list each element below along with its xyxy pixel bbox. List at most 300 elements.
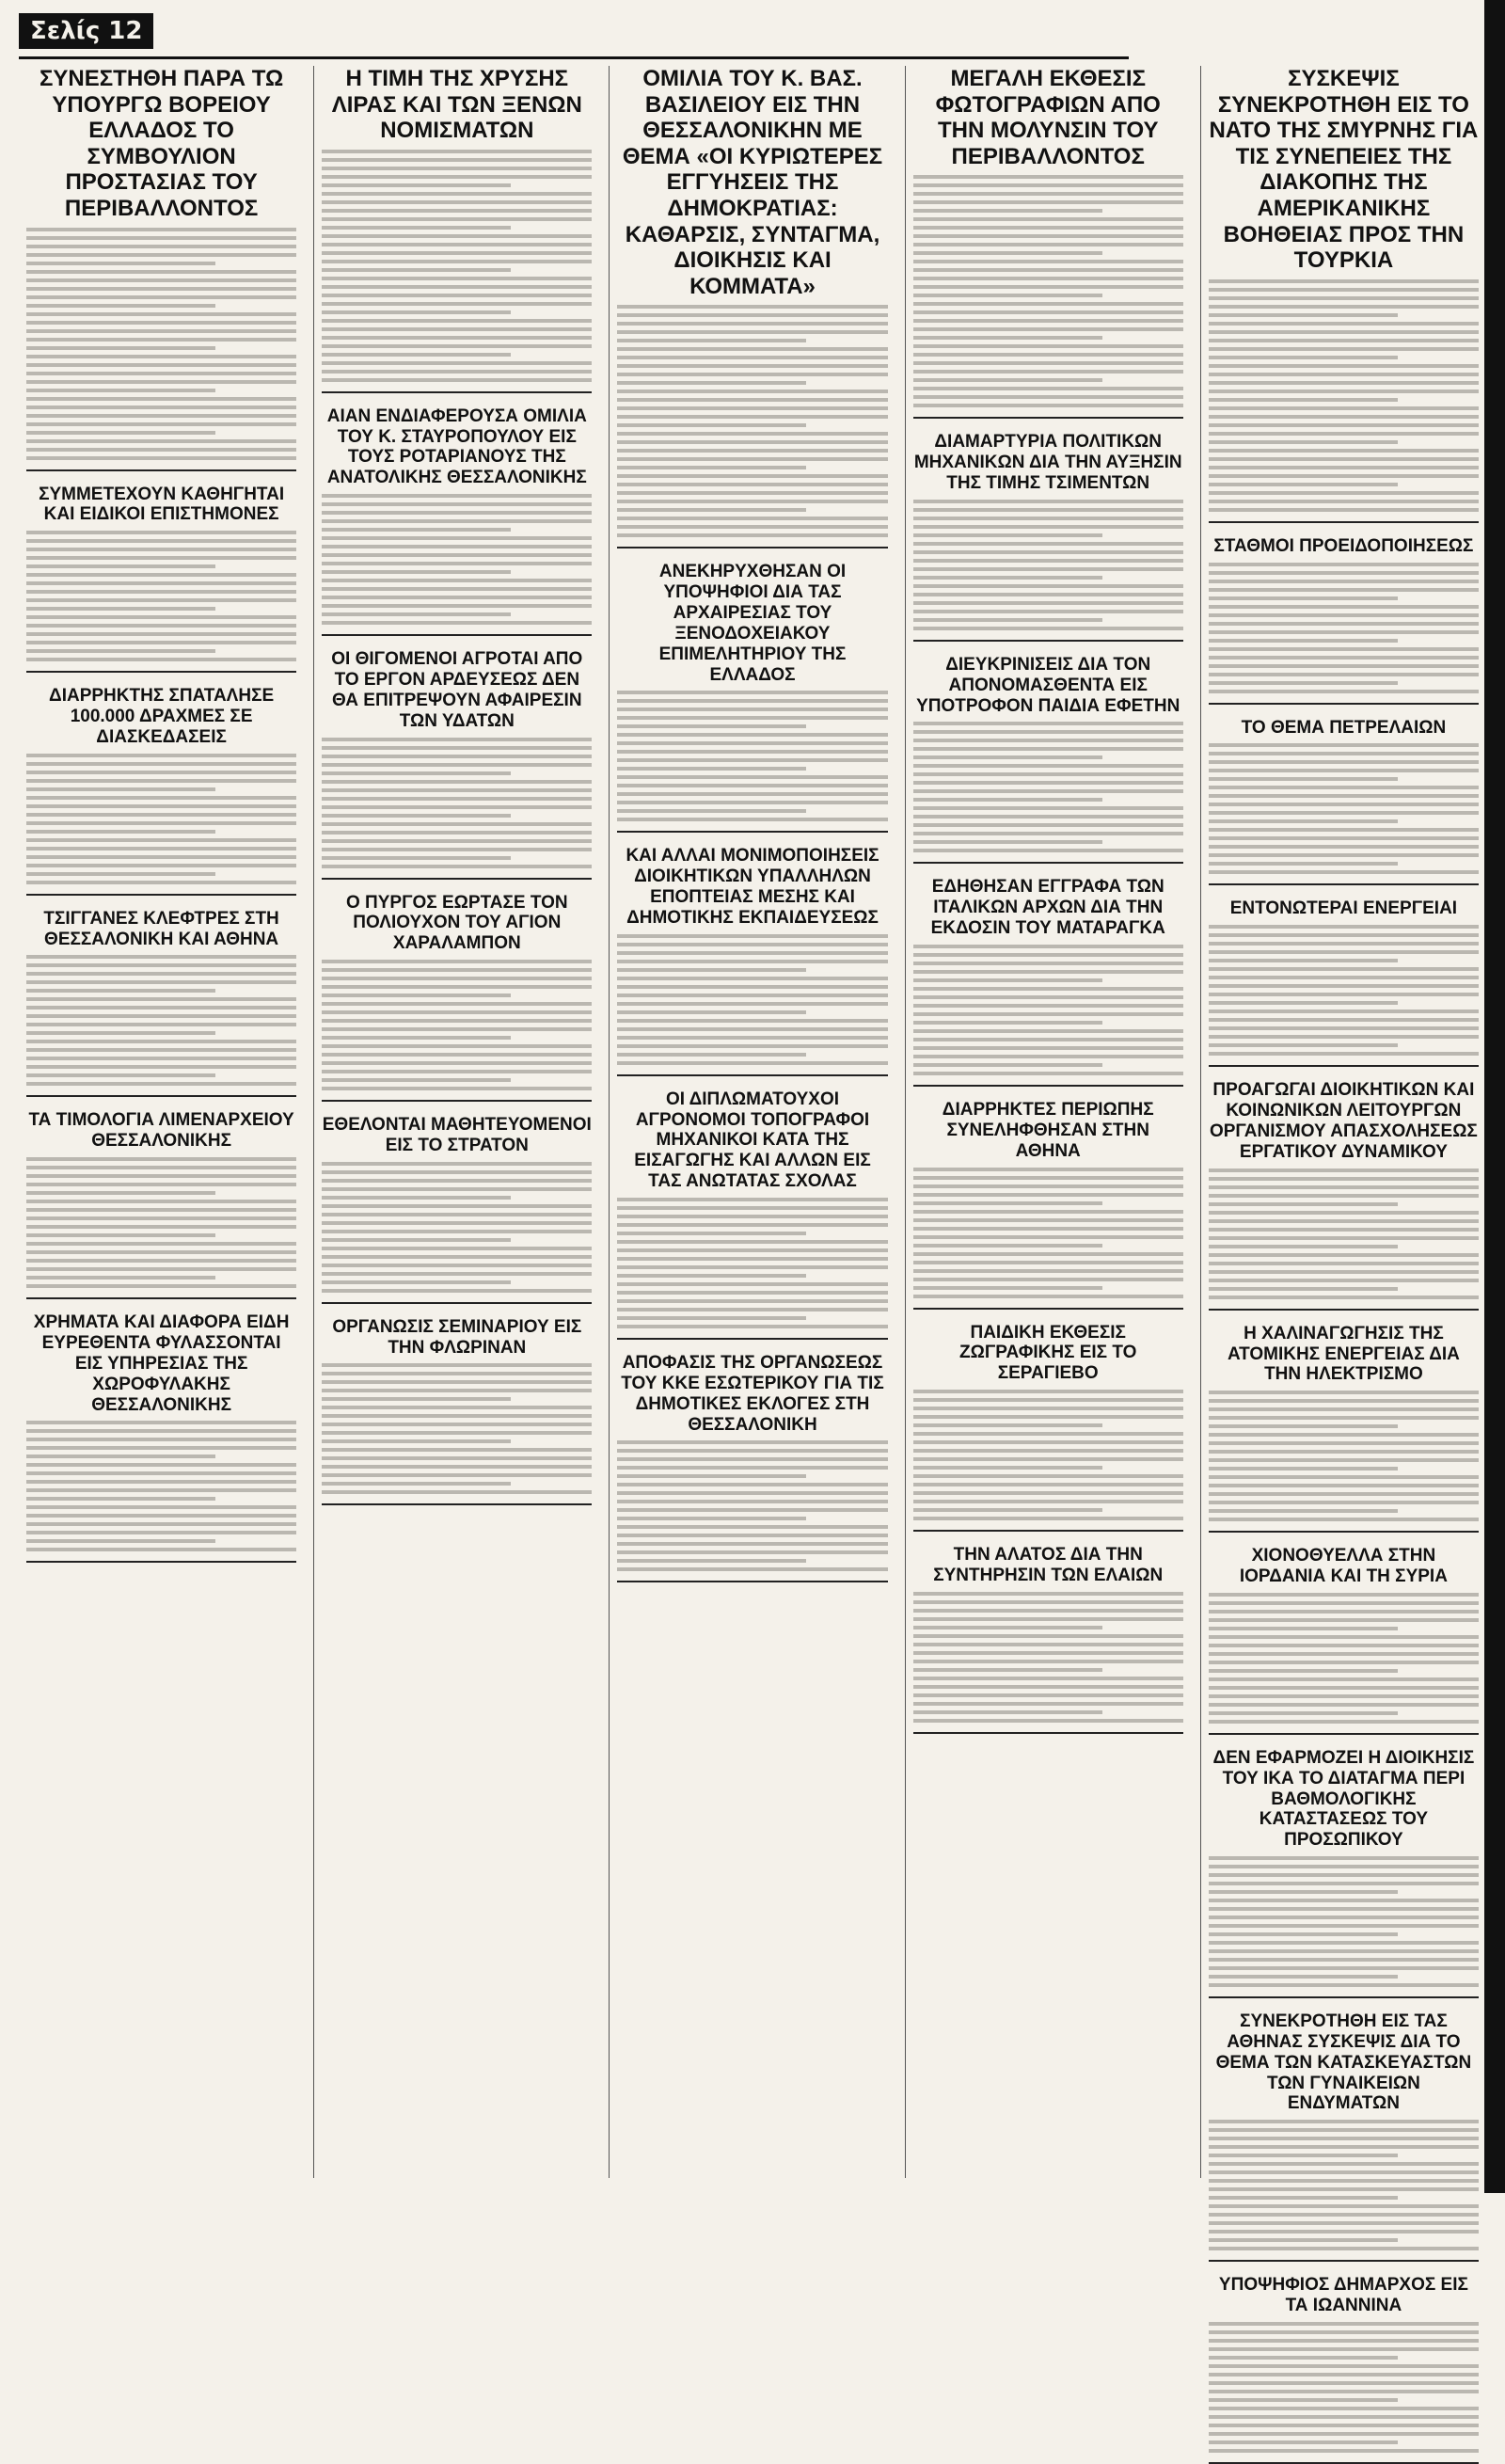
text-line xyxy=(322,1221,592,1225)
text-line xyxy=(617,1019,887,1023)
text-line xyxy=(1209,1245,1398,1248)
text-line xyxy=(26,1225,296,1229)
text-line xyxy=(26,632,296,636)
article-body-placeholder xyxy=(913,500,1183,630)
text-line xyxy=(322,587,592,591)
text-line xyxy=(1209,474,1479,478)
text-line xyxy=(617,381,806,385)
text-line xyxy=(322,771,511,775)
text-line xyxy=(1209,2247,1479,2250)
text-line xyxy=(26,1216,296,1220)
text-line xyxy=(913,987,1183,991)
text-line xyxy=(322,310,511,314)
text-line xyxy=(1209,2187,1479,2191)
text-line xyxy=(913,1508,1102,1512)
article-headline: ΟΙ ΘΙΓΟΜΕΝΟΙ ΑΓΡΟΤΑΙ ΑΠΟ ΤΟ ΕΡΓΟΝ ΑΡΔΕΥΣΕΩΣ ΔΕΝ ΘΑ ΕΠΙΤΡΕΨΟΥΝ ΑΦΑΙΡΕΣΙΝ ΤΩΝ ΥΔΑΤΩΝ xyxy=(331,649,583,731)
text-line xyxy=(26,590,296,594)
text-line xyxy=(617,1508,887,1512)
text-line xyxy=(26,573,296,577)
text-line xyxy=(617,1525,887,1529)
text-line xyxy=(913,1407,1183,1410)
text-line xyxy=(322,1423,592,1426)
text-line xyxy=(913,327,1183,331)
text-line xyxy=(1209,1399,1479,1403)
text-line xyxy=(617,1500,887,1503)
text-line xyxy=(1209,803,1479,806)
text-line xyxy=(913,849,1183,852)
text-line xyxy=(26,754,296,757)
columns-container xyxy=(19,66,1486,2316)
text-line xyxy=(26,355,296,358)
text-line xyxy=(617,483,887,486)
text-line xyxy=(617,525,887,529)
text-line xyxy=(1209,1873,1479,1877)
text-line xyxy=(913,1685,1183,1689)
article-headline: ΣΥΝΕΚΡΟΤΗΘΗ ΕΙΣ ΤΑΣ ΑΘΗΝΑΣ ΣΥΣΚΕΨΙΣ ΔΙΑ ΤΟ ΘΕΜΑ ΤΩΝ ΚΑΤΑΣΚΕΥΑΣΤΩΝ ΤΩΝ ΓΥΝΑΙΚΕΙΩΝ ΕΝΔΥΜΑΤΩΝ xyxy=(1215,2011,1472,2114)
text-line xyxy=(26,804,296,808)
text-line xyxy=(617,1198,887,1201)
text-line xyxy=(1209,1228,1479,1232)
text-line xyxy=(1209,959,1398,962)
text-line xyxy=(1209,381,1479,385)
text-line xyxy=(1209,622,1479,626)
text-line xyxy=(617,1061,887,1065)
column-3 xyxy=(609,66,895,2178)
text-line xyxy=(617,1223,887,1227)
article-headline: ΔΙΕΥΚΡΙΝΙΣΕΙΣ ΔΙΑ ΤΟΝ ΑΠΟΝΟΜΑΣΘΕΝΤΑ ΕΙΣ ΥΠΟΤΡΟΦΟΝ ΠΑΙΔΙΑ ΕΦΕΤΗΝ xyxy=(916,654,1180,716)
text-line xyxy=(26,1157,296,1161)
text-line xyxy=(617,1265,887,1269)
text-line xyxy=(913,1286,1102,1290)
text-line xyxy=(913,550,1183,554)
text-line xyxy=(617,1274,806,1278)
text-line xyxy=(1209,1052,1479,1056)
text-line xyxy=(322,746,592,750)
text-line xyxy=(26,539,296,543)
text-line xyxy=(913,268,1183,272)
article xyxy=(913,655,1183,865)
text-line xyxy=(322,1406,592,1409)
text-line xyxy=(322,814,511,818)
article-body-placeholder xyxy=(322,1162,592,1293)
text-line xyxy=(1209,440,1398,444)
text-line xyxy=(322,755,592,758)
text-line xyxy=(913,1176,1183,1180)
text-line xyxy=(1209,845,1479,849)
article xyxy=(1209,898,1479,1067)
text-line xyxy=(617,1440,887,1444)
text-line xyxy=(26,321,296,325)
text-line xyxy=(1209,976,1479,979)
text-line xyxy=(913,953,1183,957)
text-line xyxy=(322,856,511,860)
text-line xyxy=(913,567,1183,571)
text-line xyxy=(1209,967,1479,971)
text-line xyxy=(322,1280,511,1284)
article-headline: ΔΙΑΜΑΡΤΥΡΙΑ ΠΟΛΙΤΙΚΩΝ ΜΗΧΑΝΙΚΩΝ ΔΙΑ ΤΗΝ ΑΥΞΗΣΙΝ ΤΗΣ ΤΙΜΗΣ ΤΣΙΜΕΝΤΩΝ xyxy=(913,432,1182,494)
text-line xyxy=(1209,330,1479,334)
text-line xyxy=(322,1027,592,1031)
text-line xyxy=(1209,2120,1479,2123)
text-line xyxy=(26,1522,296,1526)
text-line xyxy=(26,872,215,876)
text-line xyxy=(26,1531,296,1534)
article-headline: ΠΑΙΔΙΚΗ ΕΚΘΕΣΙΣ ΖΩΓΡΑΦΙΚΗΣ ΕΙΣ ΤΟ ΣΕΡΑΓΙΕΒΟ xyxy=(959,1322,1137,1384)
text-line xyxy=(913,1398,1183,1402)
article-body-placeholder xyxy=(913,175,1183,407)
article xyxy=(617,1089,887,1340)
text-line xyxy=(913,1634,1183,1638)
text-line xyxy=(617,440,887,444)
article-headline: ΤΣΙΓΓΑΝΕΣ ΚΛΕΦΤΡΕΣ ΣΤΗ ΘΕΣΣΑΛΟΝΙΚΗ ΚΑΙ ΑΘΗΝΑ xyxy=(43,908,279,949)
text-line xyxy=(322,1070,592,1073)
text-line xyxy=(913,234,1183,238)
text-line xyxy=(1209,1450,1479,1454)
article-headline: ΑΝΕΚΗΡΥΧΘΗΣΑΝ ΟΙ ΥΠΟΨΗΦΙΟΙ ΔΙΑ ΤΑΣ ΑΡΧΑΙΡΕΣΙΑΣ ΤΟΥ ΞΕΝΟΔΟΧΕΙΑΚΟΥ ΕΠΙΜΕΛΗΤΗΡΙΟΥ ΤΗΣ ΕΛΛΑΔΟΣ xyxy=(658,562,847,685)
article-body-placeholder xyxy=(26,228,296,460)
text-line xyxy=(1209,690,1479,693)
text-line xyxy=(1209,373,1479,376)
text-line xyxy=(322,344,592,348)
text-line xyxy=(913,747,1183,751)
text-line xyxy=(322,1465,592,1469)
text-line xyxy=(322,1061,592,1065)
text-line xyxy=(913,533,1102,537)
article-body-placeholder xyxy=(913,1592,1183,1723)
text-line xyxy=(1209,2196,1398,2200)
text-line xyxy=(617,1491,887,1495)
text-line xyxy=(1209,1391,1479,1394)
article xyxy=(913,877,1183,1087)
text-line xyxy=(1209,1924,1479,1928)
text-line xyxy=(26,1006,296,1009)
text-line xyxy=(26,787,215,791)
article-body-placeholder xyxy=(913,1168,1183,1298)
text-line xyxy=(1209,1601,1479,1605)
text-line xyxy=(1209,1509,1398,1513)
text-line xyxy=(913,387,1183,390)
text-line xyxy=(1209,1661,1479,1664)
text-line xyxy=(617,809,806,813)
text-line xyxy=(322,1238,511,1242)
text-line xyxy=(617,994,887,997)
text-line xyxy=(26,762,296,766)
text-line xyxy=(26,448,296,452)
text-line xyxy=(913,1500,1183,1503)
text-line xyxy=(617,1206,887,1210)
text-line xyxy=(913,243,1183,246)
text-line xyxy=(322,1372,592,1375)
text-line xyxy=(1209,925,1479,929)
text-line xyxy=(1209,1618,1479,1622)
article xyxy=(1209,1324,1479,1534)
text-line xyxy=(617,432,887,436)
text-line xyxy=(322,738,592,741)
article-body-placeholder xyxy=(617,1440,887,1571)
text-line xyxy=(1209,2204,1479,2208)
text-line xyxy=(1209,2415,1479,2419)
text-line xyxy=(1209,950,1479,954)
article-body-placeholder xyxy=(1209,2322,1479,2453)
text-line xyxy=(1209,2356,1398,2360)
text-line xyxy=(1209,1009,1479,1013)
text-line xyxy=(26,1183,296,1186)
article-headline: ΣΥΝΕΣΤΗΘΗ ΠΑΡΑ ΤΩ ΥΠΟΥΡΓΩ ΒΟΡΕΙΟΥ ΕΛΛΑΔΟΣ ΤΟ ΣΥΜΒΟΥΛΙΟΝ ΠΡΟΣΤΑΣΙΑΣ ΤΟΥ ΠΕΡΙΒΑΛΛΟΝΤΟΣ xyxy=(40,66,284,221)
text-line xyxy=(1209,2238,1398,2242)
text-line xyxy=(617,1466,887,1470)
text-line xyxy=(617,533,887,537)
text-line xyxy=(1209,1932,1398,1936)
text-line xyxy=(913,1677,1183,1680)
text-line xyxy=(913,1719,1183,1723)
text-line xyxy=(26,405,296,409)
text-line xyxy=(1209,1001,1398,1005)
text-line xyxy=(617,457,887,461)
text-line xyxy=(322,1213,592,1216)
text-line xyxy=(1209,1501,1479,1504)
text-line xyxy=(617,339,806,342)
article xyxy=(26,686,296,896)
text-line xyxy=(26,1014,296,1018)
text-line xyxy=(913,945,1183,948)
text-line xyxy=(322,1078,511,1082)
article-headline: ΣΥΣΚΕΨΙΣ ΣΥΝΕΚΡΟΤΗΘΗ ΕΙΣ ΤΟ ΝΑΤΟ ΤΗΣ ΣΜΥΡΝΗΣ ΓΙΑ ΤΙΣ ΣΥΝΕΠΕΙΕΣ ΤΗΣ ΔΙΑΚΟΠΗΣ ΤΗΣ ΑΜΕΡΙΚΑΝΙΚΗΣ ΒΟΗΘΕΙΑΣ ΠΡΟΣ ΤΗΝ ΤΟΥΡΚΙΑ xyxy=(1209,66,1479,274)
article-headline: ΥΠΟΨΗΦΙΟΣ ΔΗΜΑΡΧΟΣ ΕΙΣ ΤΑ ΙΩΑΝΝΙΝΑ xyxy=(1218,2275,1468,2316)
text-line xyxy=(913,1278,1183,1281)
text-line xyxy=(322,994,511,997)
text-line xyxy=(913,962,1183,965)
article-headline: ΠΡΟΑΓΩΓΑΙ ΔΙΟΙΚΗΤΙΚΩΝ ΚΑΙ ΚΟΙΝΩΝΙΚΩΝ ΛΕΙΤΟΥΡΓΩΝ ΟΡΓΑΝΙΣΜΟΥ ΑΠΑΣΧΟΛΗΣΕΩΣ ΕΡΓΑΤΙΚΟΥ ΔΥΝΑΜΙΚΟΥ xyxy=(1209,1080,1478,1162)
article xyxy=(913,1100,1183,1310)
text-line xyxy=(322,1255,592,1259)
text-line xyxy=(913,1227,1183,1231)
text-line xyxy=(1209,1694,1479,1698)
text-line xyxy=(322,294,592,297)
text-line xyxy=(26,329,296,333)
text-line xyxy=(26,955,296,959)
text-line xyxy=(617,1257,887,1261)
text-line xyxy=(913,302,1183,306)
text-line xyxy=(617,1550,887,1554)
text-line xyxy=(26,1073,215,1077)
text-line xyxy=(913,1390,1183,1393)
text-line xyxy=(913,370,1183,374)
text-line xyxy=(1209,1475,1479,1479)
text-line xyxy=(617,364,887,368)
text-line xyxy=(617,951,887,955)
text-line xyxy=(1209,862,1398,866)
text-line xyxy=(26,1208,296,1212)
text-line xyxy=(1209,2432,1479,2436)
text-line xyxy=(617,1248,887,1252)
text-line xyxy=(913,1201,1102,1205)
article-body-placeholder xyxy=(913,722,1183,852)
article-headline: ΣΥΜΜΕΤΕΧΟΥΝ ΚΑΘΗΓΗΤΑΙ ΚΑΙ ΕΙΔΙΚΟΙ ΕΠΙΣΤΗΜΟΝΕΣ xyxy=(39,484,285,525)
article xyxy=(26,66,296,471)
text-line xyxy=(617,1559,806,1563)
text-line xyxy=(617,724,806,728)
text-line xyxy=(617,1325,887,1328)
article-headline: ΔΕΝ ΕΦΑΡΜΟΖΕΙ Η ΔΙΟΙΚΗΣΙΣ ΤΟΥ ΙΚΑ ΤΟ ΔΙΑΤΑΓΜΑ ΠΕΡΙ ΒΑΘΜΟΛΟΓΙΚΗΣ ΚΑΤΑΣΤΑΣΕΩΣ ΤΟΥ ΠΡΟΣΩΠΙΚΟΥ xyxy=(1212,1747,1475,1851)
text-line xyxy=(1209,1711,1398,1715)
text-line xyxy=(913,978,1102,982)
text-line xyxy=(322,788,592,792)
text-line xyxy=(322,831,592,835)
article xyxy=(1209,2275,1479,2464)
article-headline: ΤΑ ΤΙΜΟΛΟΓΙΑ ΛΙΜΕΝΑΡΧΕΙΟΥ ΘΕΣΣΑΛΟΝΙΚΗΣ xyxy=(28,1110,294,1152)
text-line xyxy=(26,1040,296,1043)
text-line xyxy=(322,1044,592,1048)
text-line xyxy=(617,313,887,317)
article-body-placeholder xyxy=(26,531,296,661)
text-line xyxy=(913,1600,1183,1604)
text-line xyxy=(1209,1593,1479,1597)
text-line xyxy=(617,733,887,737)
text-line xyxy=(26,1259,296,1263)
text-line xyxy=(322,1456,592,1460)
text-line xyxy=(913,610,1183,613)
text-line xyxy=(1209,1035,1479,1039)
text-line xyxy=(322,1414,592,1418)
text-line xyxy=(26,581,296,585)
text-line xyxy=(26,556,296,560)
article xyxy=(1209,1748,1479,1998)
text-line xyxy=(913,823,1183,827)
text-line xyxy=(617,801,887,804)
text-line xyxy=(913,764,1183,768)
text-line xyxy=(913,1055,1183,1058)
text-line xyxy=(1209,457,1479,461)
article-headline: ΟΜΙΛΙΑ ΤΟΥ Κ. ΒΑΣ. ΒΑΣΙΛΕΙΟΥ ΕΙΣ ΤΗΝ ΘΕΣΣΑΛΟΝΙΚΗΝ ΜΕ ΘΕΜΑ «ΟΙ ΚΥΡΙΩΤΕΡΕΣ ΕΓΓΥΗΣΕΙΣ ΤΗΣ ΔΗΜΟΚΡΑΤΙΑΣ: ΚΑΘΑΡΣΙΣ, ΣΥΝΤΑΓΜΑ, ΔΙΟΙΚΗΣΙΣ ΚΑΙ ΚΟΜΜΑΤΑ» xyxy=(622,66,883,299)
text-line xyxy=(26,236,296,240)
text-line xyxy=(26,1174,296,1178)
text-line xyxy=(913,1457,1183,1461)
text-line xyxy=(26,295,296,299)
text-line xyxy=(913,1021,1102,1025)
article-headline: Ο ΠΥΡΓΟΣ ΕΩΡΤΑΣΕ ΤΟΝ ΠΟΛΙΟΥΧΟΝ ΤΟΥ ΑΓΙΟΝ ΧΑΡΑΛΑΜΠΟΝ xyxy=(345,892,568,954)
text-line xyxy=(1209,305,1479,309)
text-line xyxy=(1209,347,1479,351)
article-headline: ΤΗΝ ΑΛΑΤΟΣ ΔΙΑ ΤΗΝ ΣΥΝΤΗΡΗΣΙΝ ΤΩΝ ΕΛΑΙΩΝ xyxy=(933,1545,1164,1585)
article xyxy=(1209,1080,1479,1310)
text-line xyxy=(322,780,592,784)
text-line xyxy=(322,1448,592,1452)
text-line xyxy=(1209,681,1398,685)
text-line xyxy=(322,200,592,204)
text-line xyxy=(26,1057,296,1060)
text-line xyxy=(1209,836,1479,840)
text-line xyxy=(913,251,1102,255)
text-line xyxy=(913,593,1183,596)
text-line xyxy=(26,1250,296,1254)
text-line xyxy=(26,456,296,460)
text-line xyxy=(1209,339,1479,342)
text-line xyxy=(913,344,1183,348)
text-line xyxy=(913,1261,1183,1264)
text-line xyxy=(617,1232,806,1235)
text-line xyxy=(26,389,215,392)
article-body-placeholder xyxy=(26,754,296,884)
text-line xyxy=(1209,1890,1398,1894)
text-line xyxy=(322,1490,592,1494)
text-line xyxy=(1209,673,1479,676)
text-line xyxy=(1209,322,1479,326)
text-line xyxy=(322,977,592,980)
text-line xyxy=(322,1431,592,1435)
article-headline: ΟΙ ΔΙΠΛΩΜΑΤΟΥΧΟΙ ΑΓΡΟΝΟΜΟΙ ΤΟΠΟΓΡΑΦΟΙ ΜΗΧΑΝΙΚΟΙ ΚΑΤΑ ΤΗΣ ΕΙΣΑΓΩΓΗΣ ΚΑΙ ΑΛΛΩΝ ΕΙΣ ΤΑΣ ΑΝΩΤΑΤΑΣ ΣΧΟΛΑΣ xyxy=(634,1089,871,1192)
text-line xyxy=(26,414,296,418)
text-line xyxy=(913,353,1183,357)
text-line xyxy=(322,353,511,357)
text-line xyxy=(26,380,296,384)
text-line xyxy=(617,1474,806,1478)
article xyxy=(617,1353,887,1582)
text-line xyxy=(322,604,592,608)
text-line xyxy=(1209,1899,1479,1902)
text-line xyxy=(913,1004,1183,1008)
text-line xyxy=(1209,1686,1479,1690)
text-line xyxy=(1209,1043,1398,1047)
text-line xyxy=(26,287,296,291)
text-line xyxy=(322,150,592,153)
page-edge-strip xyxy=(1484,0,1505,2193)
text-line xyxy=(1209,1856,1479,1860)
text-line xyxy=(1209,1644,1479,1647)
text-line xyxy=(1209,1279,1479,1282)
text-line xyxy=(1209,993,1479,996)
article-headline: ΑΙΑΝ ΕΝΔΙΑΦΕΡΟΥΣΑ ΟΜΙΛΙΑ ΤΟΥ Κ. ΣΤΑΥΡΟΠΟΥΛΟΥ ΕΙΣ ΤΟΥΣ ΡΟΤΑΡΙΑΝΟΥΣ ΤΗΣ ΑΝΑΤΟΛΙΚΗΣ ΘΕΣΣΑΛΟΝΙΚΗΣ xyxy=(326,405,587,488)
text-line xyxy=(617,415,887,419)
text-line xyxy=(26,270,296,274)
text-line xyxy=(322,1179,592,1183)
text-line xyxy=(1209,2347,1479,2351)
text-line xyxy=(26,372,296,375)
text-line xyxy=(26,1471,296,1475)
text-line xyxy=(913,1432,1183,1436)
text-line xyxy=(617,330,887,334)
text-line xyxy=(1209,398,1398,402)
text-line xyxy=(26,253,296,257)
text-line xyxy=(26,881,296,884)
text-line xyxy=(617,741,887,745)
article-headline: ΜΕΓΑΛΗ ΕΚΘΕΣΙΣ ΦΩΤΟΓΡΑΦΙΩΝ ΑΠΟ ΤΗΝ ΜΟΛΥΝΣΙΝ ΤΟΥ ΠΕΡΙΒΑΛΛΟΝΤΟΣ xyxy=(935,66,1161,169)
text-line xyxy=(617,1282,887,1286)
text-line xyxy=(1209,406,1479,410)
article-body-placeholder xyxy=(322,494,592,625)
text-line xyxy=(617,305,887,309)
text-line xyxy=(26,1455,215,1458)
text-line xyxy=(617,1567,887,1571)
text-line xyxy=(617,934,887,938)
text-line xyxy=(322,327,592,331)
text-line xyxy=(322,378,592,382)
text-line xyxy=(913,192,1183,196)
text-line xyxy=(1209,449,1479,453)
text-line xyxy=(322,1389,592,1392)
text-line xyxy=(617,1240,887,1244)
text-line xyxy=(913,1517,1183,1520)
article-headline: Η ΧΑΛΙΝΑΓΩΓΗΣΙΣ ΤΗΣ ΑΤΟΜΙΚΗΣ ΕΝΕΡΓΕΙΑΣ ΔΙΑ ΤΗΝ ΗΛΕΚΤΡΙΣΜΟ xyxy=(1227,1323,1460,1385)
text-line xyxy=(322,1363,592,1367)
text-line xyxy=(913,517,1183,520)
article-body-placeholder xyxy=(1209,743,1479,874)
text-line xyxy=(322,217,592,221)
text-line xyxy=(26,422,296,426)
text-line xyxy=(913,1012,1183,1016)
text-line xyxy=(322,797,592,801)
article-headline: ΔΙΑΡΡΗΚΤΕΣ ΠΕΡΙΩΠΗΣ ΣΥΝΕΛΗΦΘΗΣΑΝ ΣΤΗΝ ΑΘΗΝΑ xyxy=(942,1099,1154,1161)
text-line xyxy=(1209,647,1479,651)
